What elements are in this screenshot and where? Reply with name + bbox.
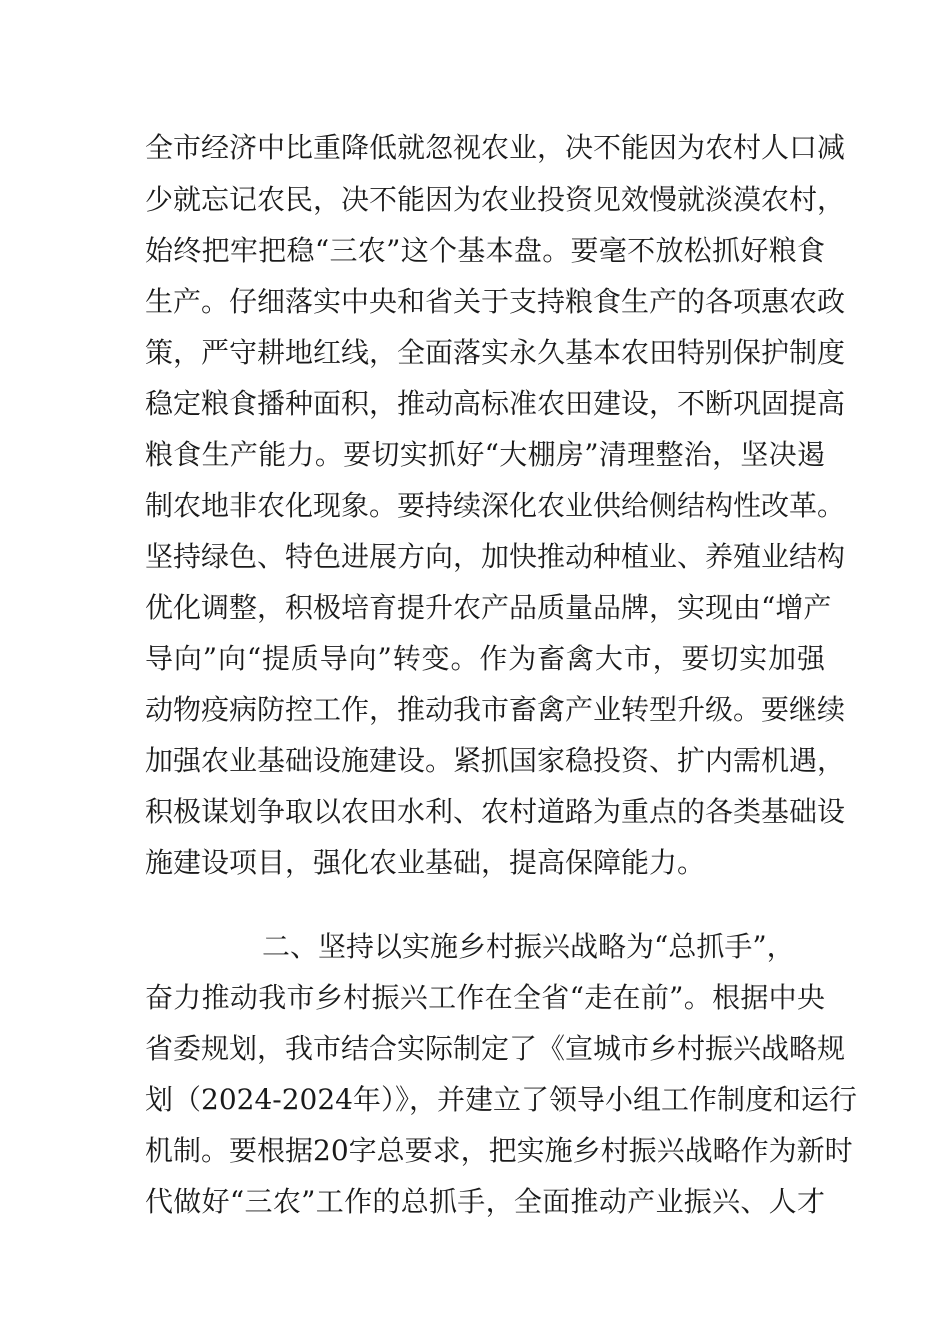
text-line: 动物疫病防控工作，推动我市畜禽产业转型升级。要继续	[145, 693, 846, 726]
text-line: 代做好“三农”工作的总抓手，全面推动产业振兴、人才	[145, 1185, 825, 1218]
text-line: 坚持绿色、特色进展方向，加快推动种植业、养殖业结构	[145, 540, 846, 573]
section-heading-line: 二、坚持以实施乡村振兴战略为“总抓手”，	[262, 930, 795, 963]
text-line: 始终把牢把稳“三农”这个基本盘。要毫不放松抓好粮食	[145, 234, 825, 267]
text-line: 全市经济中比重降低就忽视农业，决不能因为农村人口减	[145, 131, 846, 164]
text-line: 积极谋划争取以农田水利、农村道路为重点的各类基础设	[145, 795, 846, 828]
text-line: 策，严守耕地红线，全面落实永久基本农田特别保护制度	[145, 336, 846, 369]
text-line: 稳定粮食播种面积，推动高标准农田建设，不断巩固提高	[145, 387, 846, 420]
text-line: 机制。要根据20字总要求，把实施乡村振兴战略作为新时	[145, 1134, 853, 1167]
text-line: 划（2024-2024年）》，并建立了领导小组工作制度和运行	[145, 1083, 857, 1116]
text-line: 少就忘记农民，决不能因为农业投资见效慢就淡漠农村，	[145, 183, 846, 216]
text-line: 优化调整，积极培育提升农产品质量品牌，实现由“增产	[145, 591, 832, 624]
text-line: 奋力推动我市乡村振兴工作在全省“走在前”。根据中央	[145, 981, 825, 1014]
text-line: 粮食生产能力。要切实抓好“大棚房”清理整治，坚决遏	[145, 438, 825, 471]
text-line: 导向”向“提质导向”转变。作为畜禽大市，要切实加强	[145, 642, 825, 675]
text-line: 制农地非农化现象。要持续深化农业供给侧结构性改革。	[145, 489, 846, 522]
text-line: 省委规划，我市结合实际制定了《宣城市乡村振兴战略规	[145, 1032, 846, 1065]
text-line: 加强农业基础设施建设。紧抓国家稳投资、扩内需机遇，	[145, 744, 846, 777]
text-line: 施建设项目，强化农业基础，提高保障能力。	[145, 846, 706, 879]
text-line: 生产。仔细落实中央和省关于支持粮食生产的各项惠农政	[145, 285, 846, 318]
